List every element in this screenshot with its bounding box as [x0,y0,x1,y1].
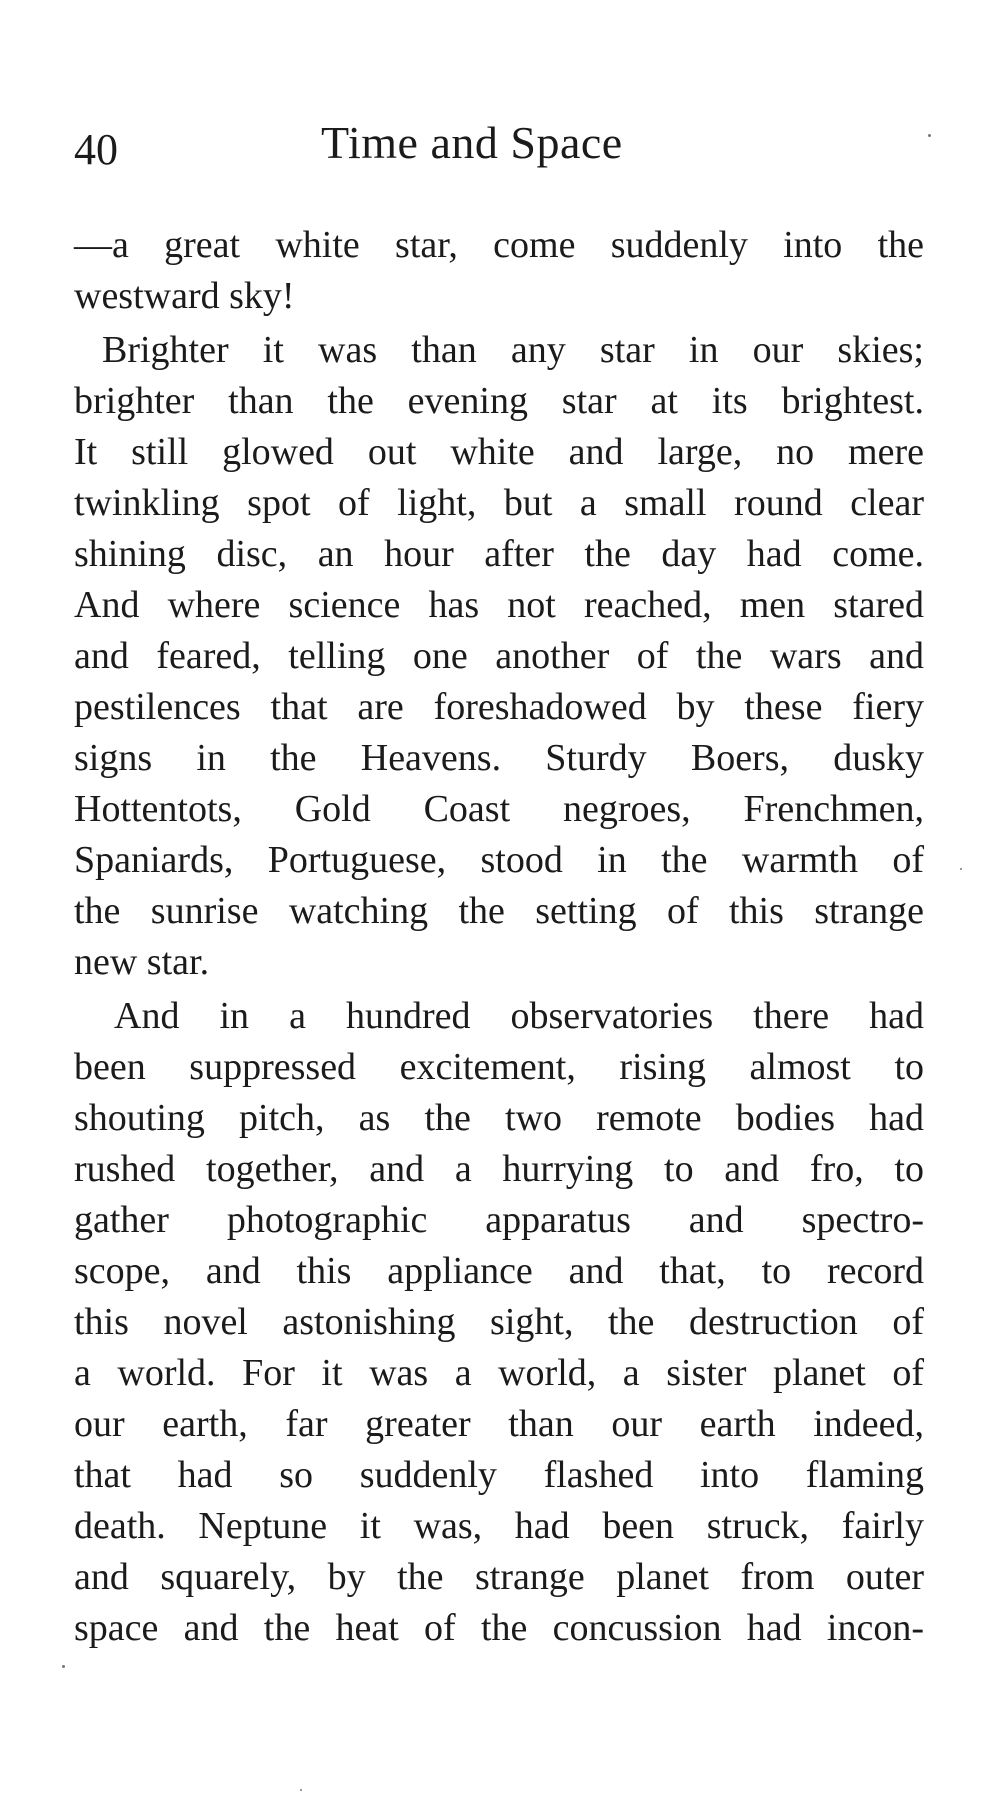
paragraph-2 [74,325,924,988]
text-line: rushed together, and a hurrying to and fro, to [74,1148,924,1190]
text-line: our earth, far greater than our earth indeed, [74,1403,924,1445]
text-line: that had so suddenly flashed into flaming [74,1454,924,1496]
scan-speck [62,1665,65,1668]
text-line: brighter than the evening star at its brightest. [74,380,924,422]
text-line: a world. For it was a world, a sister planet of [74,1352,924,1394]
text-line: shouting pitch, as the two remote bodies had [74,1097,924,1139]
text-line: death. Neptune it was, had been struck, fairly [74,1505,924,1547]
scan-speck [300,1789,302,1791]
text-line: shining disc, an hour after the day had come. [74,533,924,575]
body-text [74,220,924,1654]
text-line: And where science has not reached, men stared [74,584,924,626]
text-line: signs in the Heavens. Sturdy Boers, dusky [74,737,924,779]
text-line: space and the heat of the concussion had incon- [74,1607,924,1649]
text-line: Hottentots, Gold Coast negroes, Frenchmen, [74,788,924,830]
scan-speck [928,134,931,137]
text-line: twinkling spot of light, but a small round clear [74,482,924,524]
text-line: And in a hundred observatories there had [114,995,924,1037]
page-number: 40 [74,125,118,174]
text-line: and feared, telling one another of the wars and [74,635,924,677]
text-line: —a great white star, come suddenly into the [74,224,924,266]
text-line: Spaniards, Portuguese, stood in the warmth of [74,839,924,881]
scan-speck [960,868,962,870]
running-head [74,118,934,178]
text-line: scope, and this appliance and that, to record [74,1250,924,1292]
paragraph-3 [74,991,924,1654]
text-line: pestilences that are foreshadowed by these fiery [74,686,924,728]
text-line: been suppressed excitement, rising almost to [74,1046,924,1088]
paragraph-1 [74,220,924,322]
text-line: It still glowed out white and large, no mere [74,431,924,473]
text-line: and squarely, by the strange planet from outer [74,1556,924,1598]
text-line: new star. [74,941,210,983]
text-line: this novel astonishing sight, the destruction of [74,1301,924,1343]
running-title: Time and Space [321,117,623,168]
text-line: gather photographic apparatus and spectro- [74,1199,924,1241]
text-line: westward sky! [74,275,295,317]
text-line: Brighter it was than any star in our skies; [102,329,924,371]
text-line: the sunrise watching the setting of this strange [74,890,924,932]
